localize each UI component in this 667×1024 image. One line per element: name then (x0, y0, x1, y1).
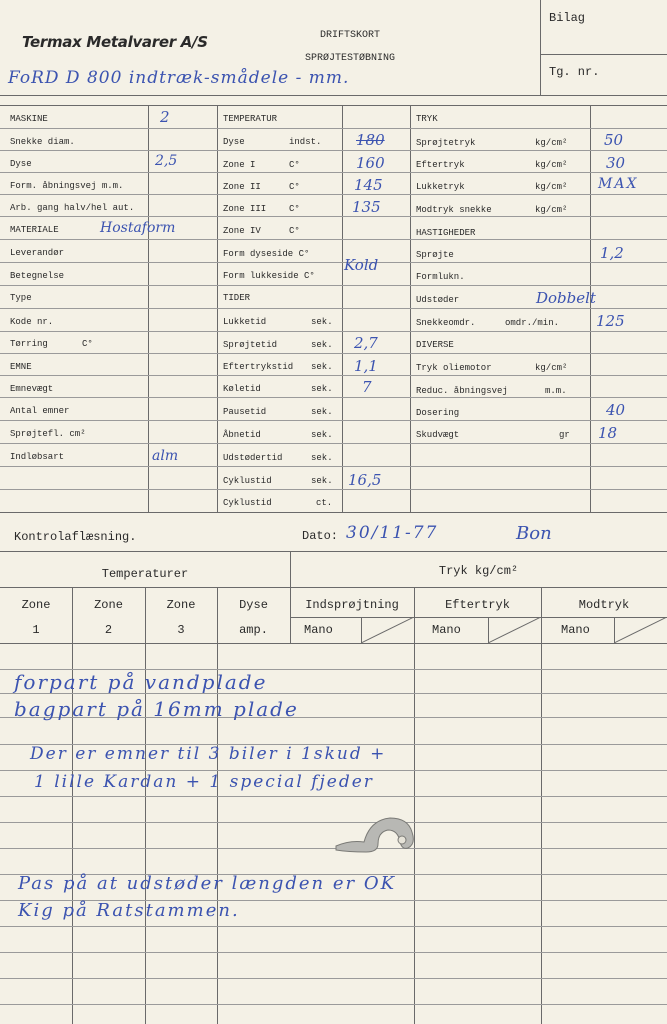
pausetid-unit: sek. (311, 407, 333, 417)
leverandor-label: Leverandør (10, 248, 65, 258)
type-label: Type (10, 293, 32, 303)
cyklustid2-label: Cyklustid (223, 498, 272, 508)
table-row-line (0, 239, 667, 240)
form-temp-value: Kold (344, 256, 379, 274)
dyse-temp-value: 180 (356, 131, 385, 149)
sprojtetid-label: Sprøjtetid (223, 340, 278, 350)
reduc-label: Reduc. åbningsvej (416, 386, 508, 396)
koletid-label: Køletid (223, 384, 261, 394)
temperatur-label: TEMPERATUR (223, 114, 278, 124)
table-row-line (0, 308, 667, 309)
zone3-value: 135 (352, 198, 381, 216)
tg-label: Tg. nr. (549, 65, 600, 79)
zone1-col-num: 1 (32, 623, 40, 637)
zone3-unit: C° (289, 204, 300, 214)
zone4-unit: C° (289, 226, 300, 236)
table-row-line (0, 150, 667, 151)
table-row-line (0, 285, 667, 286)
diverse-label: DIVERSE (416, 340, 454, 350)
note-6: Kig på Ratstammen. (18, 900, 240, 921)
dyse-value: 2,5 (155, 153, 178, 169)
mano-diagonal-1 (361, 617, 414, 643)
note-4: 1 lille Kardan + 1 special fjeder (34, 772, 374, 792)
maskine-value: 2 (160, 108, 170, 126)
table-row-line (0, 216, 667, 217)
tryk-olie-unit: kg/cm² (535, 363, 568, 373)
kontrol-row-line (0, 926, 667, 927)
tider-label: TIDER (223, 293, 251, 303)
eftertrykstid-label: Eftertrykstid (223, 362, 294, 372)
aabnetid-label: Åbnetid (223, 430, 261, 440)
zone4-label: Zone IV (223, 226, 261, 236)
hastigheder-label: HASTIGHEDER (416, 228, 476, 238)
cyklustid2-unit: ct. (316, 498, 333, 508)
zone1-col-head: Zone (21, 598, 51, 612)
zone2-col-num: 2 (104, 623, 113, 637)
zone3-label: Zone III (223, 204, 267, 214)
maskine-label: MASKINE (10, 114, 48, 124)
mano-diagonal-2 (488, 617, 541, 643)
mano-diagonal-3 (614, 617, 667, 643)
table-row-line (0, 443, 667, 444)
table-row-line (0, 262, 667, 263)
gr-unit: gr (559, 430, 570, 440)
sprojte-label: Sprøjte (416, 250, 454, 260)
lukketryk-label: Lukketryk (416, 182, 465, 192)
snekke-label: Snekke diam. (10, 137, 75, 147)
eftertryk-unit: kg/cm² (535, 160, 568, 170)
cyklustid-value: 16,5 (348, 471, 382, 489)
zone2-value: 145 (354, 176, 383, 194)
dato-label: Dato: (302, 529, 339, 543)
aabnetid-unit: sek. (311, 430, 333, 440)
modtryk-col-head: Modtryk (578, 598, 630, 612)
betegnelse-label: Betegnelse (10, 271, 65, 281)
cyklustid-unit: sek. (311, 476, 333, 486)
note-2: bagpart på 16mm plade (14, 697, 299, 721)
table-row-line (0, 420, 667, 421)
bilag-label: Bilag (549, 11, 586, 25)
amp-col-head: amp. (239, 623, 268, 637)
koletid-unit: sek. (311, 384, 333, 394)
sprojtefl-label: Sprøjtefl. cm² (10, 429, 86, 439)
zone1-value: 160 (356, 154, 385, 172)
modtryk-label: Modtryk snekke (416, 205, 492, 215)
formlukn-label: Formlukn. (416, 272, 465, 282)
table-row-line (0, 194, 667, 195)
snekkeomdr-value: 125 (596, 312, 625, 330)
emne-label: EMNE (10, 362, 32, 372)
udstoder-value: Dobbelt (536, 289, 596, 307)
udstodertid-label: Udstødertid (223, 453, 283, 463)
tryk-olie-label: Tryk oliemotor (416, 363, 492, 373)
torring-label: Tørring (10, 339, 48, 349)
mano-indsp: Mano (304, 623, 333, 637)
note-5: Pas på at udstøder længden er OK (18, 873, 397, 894)
sprojtetryk-label: Sprøjtetryk (416, 138, 476, 148)
kontrol-row-line (0, 978, 667, 979)
dosering-label: Dosering (416, 408, 460, 418)
eftertrykstid-unit: sek. (311, 362, 333, 372)
sprojtetryk-unit: kg/cm² (535, 138, 568, 148)
udstoder-label: Udstøder (416, 295, 460, 305)
kontrol-row-line (0, 796, 667, 797)
omdr-unit: omdr./min. (505, 318, 560, 328)
zone2-col-head: Zone (94, 598, 123, 612)
table-row-line (0, 128, 667, 129)
skudvaegt-label: Skudvægt (416, 430, 460, 440)
emnevaegt-label: Emnevægt (10, 384, 54, 394)
table-row-line (0, 353, 667, 354)
lukketid-label: Lukketid (223, 317, 267, 327)
pausetid-label: Pausetid (223, 407, 267, 417)
sprojte-value: 1,2 (600, 244, 624, 262)
zone1-label: Zone I (223, 160, 256, 170)
sprojtetid-value: 2,7 (354, 334, 378, 352)
snekkeomdr-label: Snekkeomdr. (416, 318, 476, 328)
lukketid-unit: sek. (311, 317, 333, 327)
form-title: DRIFTSKORT (319, 30, 380, 41)
indlob-label: Indløbsart (10, 452, 65, 462)
zone1-unit: C° (289, 160, 300, 170)
kontrol-row-line (0, 952, 667, 953)
materiale-value: Hostaform (100, 220, 176, 236)
zone3-col-head: Zone (166, 598, 196, 612)
dato-value: 30/11-77 (346, 523, 439, 543)
form-subtitle: SPRØJTESTØBNING (304, 53, 395, 64)
cyklustid-label: Cyklustid (223, 476, 272, 486)
part-sample-image (330, 810, 420, 858)
lukketryk-value: MAX (598, 176, 639, 192)
sprojtetid-unit: sek. (311, 340, 333, 350)
kontrol-row-line (0, 1004, 667, 1005)
dyse-col-head: Dyse (239, 598, 268, 612)
temperaturer-header: Temperaturer (101, 567, 189, 581)
skudvaegt-value: 18 (598, 424, 618, 442)
eftertryk-col-head: Eftertryk (445, 598, 510, 612)
company-logo: Termax Metalvarer A/S (22, 33, 208, 51)
signature: Bon (516, 523, 552, 544)
form-lukke-label: Form lukkeside C° (223, 271, 315, 281)
tryk-header: Tryk kg/cm² (438, 564, 519, 578)
dyse-label: Dyse (10, 159, 32, 169)
antal-label: Antal emner (10, 406, 70, 416)
table-row-line (0, 489, 667, 490)
note-1: forpart på vandplade (14, 670, 268, 694)
materiale-label: MATERIALE (10, 225, 59, 235)
form-dyse-label: Form dyseside C° (223, 249, 310, 259)
dyse-temp-label: Dyse (223, 137, 245, 147)
modtryk-unit: kg/cm² (535, 205, 568, 215)
eftertryk-value: 30 (606, 154, 626, 172)
table-row-line (0, 172, 667, 173)
mano-mod: Mano (561, 623, 590, 637)
zone3-col-num: 3 (177, 623, 185, 637)
udstodertid-unit: sek. (311, 453, 333, 463)
lukketryk-unit: kg/cm² (535, 182, 568, 192)
torring-unit: C° (82, 339, 93, 349)
zone2-label: Zone II (223, 182, 261, 192)
item-description: FoRD D 800 indtræk-smådele - mm. (8, 68, 350, 88)
table-row-line (0, 331, 667, 332)
zone2-unit: C° (289, 182, 300, 192)
kontrol-label: Kontrolaflæsning. (14, 530, 137, 544)
kode-label: Kode nr. (10, 317, 54, 327)
indlob-value: alm (152, 448, 179, 464)
kontrol-row-line (0, 770, 667, 771)
sprojtetryk-value: 50 (604, 131, 624, 149)
koletid-value: 7 (362, 378, 372, 396)
note-3: Der er emner til 3 biler i 1skud + (30, 744, 387, 764)
eftertrykstid-value: 1,1 (354, 357, 378, 375)
table-row-line (0, 466, 667, 467)
indsprojtning-col-head: Indsprøjtning (305, 598, 399, 612)
table-row-line (0, 397, 667, 398)
table-row-line (0, 375, 667, 376)
mano-efter: Mano (432, 623, 461, 637)
arb-gang-label: Arb. gang halv/hel aut. (10, 203, 135, 213)
dosering-value: 40 (606, 401, 626, 419)
reduc-unit: m.m. (545, 386, 567, 396)
eftertryk-label: Eftertryk (416, 160, 465, 170)
dyse-temp-unit: indst. (289, 137, 322, 147)
tryk-label: TRYK (416, 114, 438, 124)
form-aabning-label: Form. åbningsvej m.m. (10, 181, 124, 191)
